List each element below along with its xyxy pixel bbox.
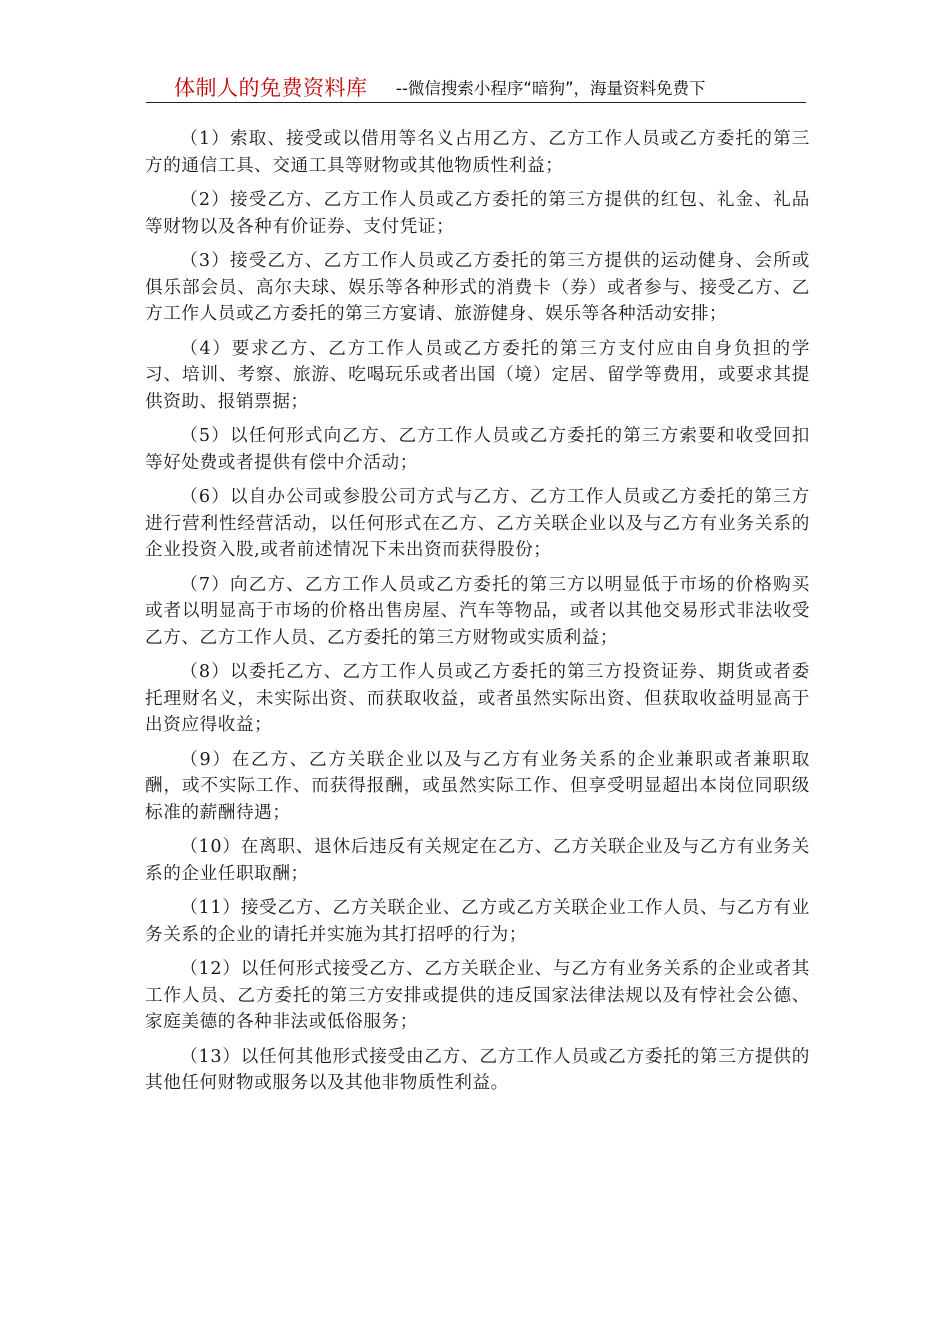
clause-4: （4）要求乙方、乙方工作人员或乙方委托的第三方支付应由自身负担的学习、培训、考察、旅游、吃喝玩乐或者出国（境）定居、留学等费用，或要求其提供资助、报销票据； [145,338,810,412]
clause-1: （1）索取、接受或以借用等名义占用乙方、乙方工作人员或乙方委托的第三方的通信工具、交通工具等财物或其他物质性利益； [145,129,810,176]
clause-13: （13）以任何其他形式接受由乙方、乙方工作人员或乙方委托的第三方提供的其他任何财物或服务以及其他非物质性利益。 [145,1046,810,1093]
clause-3: （3）接受乙方、乙方工作人员或乙方委托的第三方提供的运动健身、会所或俱乐部会员、高尔夫球、娱乐等各种形式的消费卡（券）或者参与、接受乙方、乙方工作人员或乙方委托的第三方宴请、旅游健身、娱乐等各种活动安排； [145,251,810,324]
document-body [145,126,810,1105]
clause-9: （9）在乙方、乙方关联企业以及与乙方有业务关系的企业兼职或者兼职取酬，或不实际工作、而获得报酬，或虽然实际工作、但享受明显超出本岗位同职级标准的薪酬待遇； [145,749,810,823]
header-tagline: --微信搜索小程序“暗狗”，海量资料免费下 [396,79,706,98]
clause-11: （11）接受乙方、乙方关联企业、乙方或乙方关联企业工作人员、与乙方有业务关系的企业的请托并实施为其打招呼的行为； [145,898,810,945]
clause-5: （5）以任何形式向乙方、乙方工作人员或乙方委托的第三方索要和收受回扣等好处费或者提供有偿中介活动； [145,426,810,473]
clause-6: （6）以自办公司或参股公司方式与乙方、乙方工作人员或乙方委托的第三方进行营利性经营活动，以任何形式在乙方、乙方关联企业以及与乙方有业务关系的企业投资入股,或者前述情况下未出资而获得股份； [145,487,810,560]
clause-8: （8）以委托乙方、乙方工作人员或乙方委托的第三方投资证券、期货或者委托理财名义，未实际出资、而获取收益，或者虽然实际出资、但获取收益明显高于出资应得收益； [145,662,810,735]
clause-2: （2）接受乙方、乙方工作人员或乙方委托的第三方提供的红包、礼金、礼品等财物以及各种有价证券、支付凭证； [145,190,810,237]
page-header [146,70,806,103]
clause-10: （10）在离职、退休后违反有关规定在乙方、乙方关联企业及与乙方有业务关系的企业任职取酬； [145,837,810,884]
clause-12: （12）以任何形式接受乙方、乙方关联企业、与乙方有业务关系的企业或者其工作人员、乙方委托的第三方安排或提供的违反国家法律法规以及有悖社会公德、家庭美德的各种非法或低俗服务； [145,959,810,1032]
header-brand: 体制人的免费资料库 [174,76,368,100]
clause-7: （7）向乙方、乙方工作人员或乙方委托的第三方以明显低于市场的价格购买或者以明显高于市场的价格出售房屋、汽车等物品，或者以其他交易形式非法收受乙方、乙方工作人员、乙方委托的第三方财物或实质利益； [145,574,810,648]
